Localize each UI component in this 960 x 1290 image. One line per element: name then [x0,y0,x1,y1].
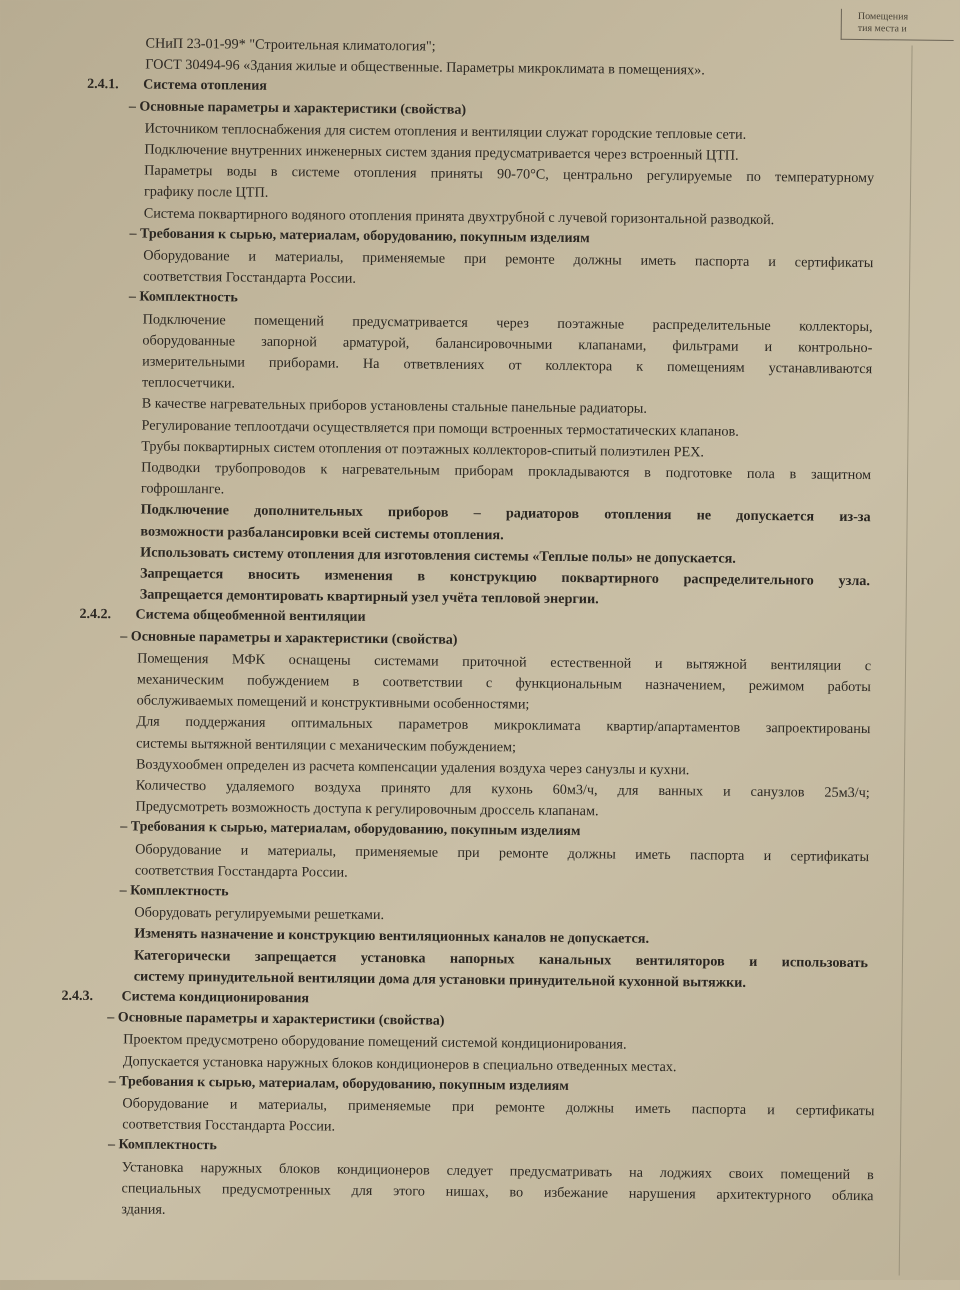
subsection-heading: – Требования к сырью, материалам, оборудованию, покупным изделиям [129,226,590,246]
paragraph-line: В качестве нагревательных приборов установлены стальные панельные радиаторы. [141,395,648,418]
paragraph-line: Трубы поквартирных систем отопления от поэтажных коллекторов-спитый полиэтилен PEX. [141,438,705,461]
paragraph-line: Подводки трубопроводов к нагревательным приборам прокладываются в подготовке пола в защитном [141,459,872,484]
paragraph-line: Параметры воды в системе отопления приняты 90-70°С, центрально регулируемые по температурному [144,162,875,187]
paragraph-line: Подключение внутренних инженерных систем здания предусматривается через встроенный ЦТП. [144,141,739,164]
subsection-heading: – Требования к сырью, материалам, оборудованию, покупным изделиям [120,819,581,840]
paragraph-line: Воздухообмен определен из расчета компенсации удаления воздуха через санузлы и кухни. [135,756,690,779]
paragraph-line: соответствия Госстандарта России. [143,268,357,287]
paragraph-line: Регулирование теплоотдачи осуществляется при помощи встроенных термостатических клапанов. [141,417,739,440]
subsection-heading: – Основные параметры и характеристики (свойства) [128,98,467,118]
warning-line: возможности разбалансировки всей системы отопления. [140,523,504,543]
warning-line: Изменять назначение и конструкцию вентиляционных каналов не допускается. [134,925,650,948]
paragraph-line: Оборудование и материалы, применяемые при ремонте должны иметь паспорта и сертификаты [143,247,874,272]
paragraph-line: Система поквартирного водяного отопления принята двухтрубной с лучевой горизонтальной разводкой. [143,205,775,228]
section-title: Система общеобменной вентиляции [135,607,366,626]
paragraph-line: системы вытяжной вентиляции с механическим побуждением; [136,735,517,756]
warning-line: Использовать систему отопления для изготовления системы «Теплые полы» не допускается. [140,544,736,567]
warning-line: Запрещается демонтировать квартирный узел учёта тепловой энергии. [139,586,599,608]
paragraph-line: соответствия Госстандарта России. [122,1116,336,1135]
subsection-heading: – Комплектность [128,289,238,306]
standard-ref: ГОСТ 30494-96 «Здания жилые и общественные. Параметры микроклимата в помещениях». [145,56,705,79]
section-number: 2.4.1. [87,77,119,93]
paragraph-line: измерительными приборами. На ответвлениях от коллектора к помещениям устанавливаются [142,353,873,378]
section-title: Система кондиционирования [121,989,310,1007]
warning-line: Запрещается вносить изменения в конструкцию поквартирного распределительного узла. [139,565,871,590]
paragraph-line: Источником теплоснабжения для систем отопления и вентиляции служат городские тепловые сети. [144,120,747,143]
margin-line [899,46,913,1276]
paragraph-line: гофрошланге. [140,480,225,498]
paragraph-line: Предусмотреть возможность доступа к регулировочным дроссель клапанам. [135,798,599,820]
paragraph-line: Количество удаляемого воздуха принято для кухонь 60м3/ч, для ванных и санузлов 25м3/ч; [135,777,870,802]
warning-line: систему принудительной вентиляции дома для установки принудительной кухонной вытяжки. [133,968,747,991]
paragraph-line: графику после ЦТП. [143,183,269,202]
paragraph-line: Оборудование и материалы, применяемые при ремонте должны иметь паспорта и сертификаты [122,1095,875,1120]
subsection-heading: – Комплектность [107,1137,217,1154]
paragraph-line: оборудованные запорной арматурой, балансировочными клапанами, фильтрами и контрольно- [142,332,873,356]
corner-line-1: Помещения [857,10,909,23]
section-number: 2.4.3. [61,988,94,1005]
warning-line: Категорически запрещается установка напорных канальных вентиляторов и использовать [133,947,869,971]
paragraph-line: Установка наружных блоков кондиционеров следует предусматривать на лоджиях своих помещений в [121,1158,874,1183]
subsection-heading: – Основные параметры и характеристики (свойства) [107,1010,445,1029]
paragraph-line: Помещения МФК оснащены системами приточной естественной и вытяжной вентиляции с [137,650,872,674]
subsection-heading: – Комплектность [119,883,229,900]
paragraph-line: обслуживаемых помещений и конструктивными особенностями; [136,692,530,713]
paragraph-line: механическим побуждением в соответствии с функциональным назначением, режимом работы [136,671,871,696]
paragraph-line: теплосчетчики. [141,374,236,392]
subsection-heading: – Основные параметры и характеристики (свойства) [120,628,458,648]
paragraph-line: Допускается установка наружных блоков кондиционеров в специально отведенных местах. [122,1052,677,1075]
paragraph-line: Подключение помещений предусматривается через поэтажные распределительные коллекторы, [142,311,873,335]
corner-table-text [858,11,938,36]
warning-line: Подключение дополнительных приборов – радиаторов отопления не допускается из-за [140,501,871,526]
standard-ref: СНиП 23-01-99* "Строительная климатология"; [145,35,436,55]
corner-line-2: тия места и [857,22,907,35]
paragraph-line: здания. [121,1201,166,1218]
section-title: Система отопления [143,77,267,95]
paragraph-line: Для поддержания оптимальных параметров микроклимата квартир/апартаментов запроектированы [136,713,871,738]
subsection-heading: – Требования к сырью, материалам, оборудованию, покупным изделиям [108,1073,569,1094]
paragraph-line: Оборудовать регулируемыми решетками. [134,904,385,924]
paragraph-line: соответствия Госстандарта России. [134,862,348,881]
section-number: 2.4.2. [79,607,112,623]
paragraph-line: Проектом предусмотрено оборудование помещений системой кондиционирования. [123,1031,627,1054]
paragraph-line: Оборудование и материалы, применяемые при ремонте должны иметь паспорта и сертификаты [135,841,870,865]
paragraph-line: специальных предусмотренных для этого нишах, во избежание нарушения архитектурного облика [121,1180,874,1205]
